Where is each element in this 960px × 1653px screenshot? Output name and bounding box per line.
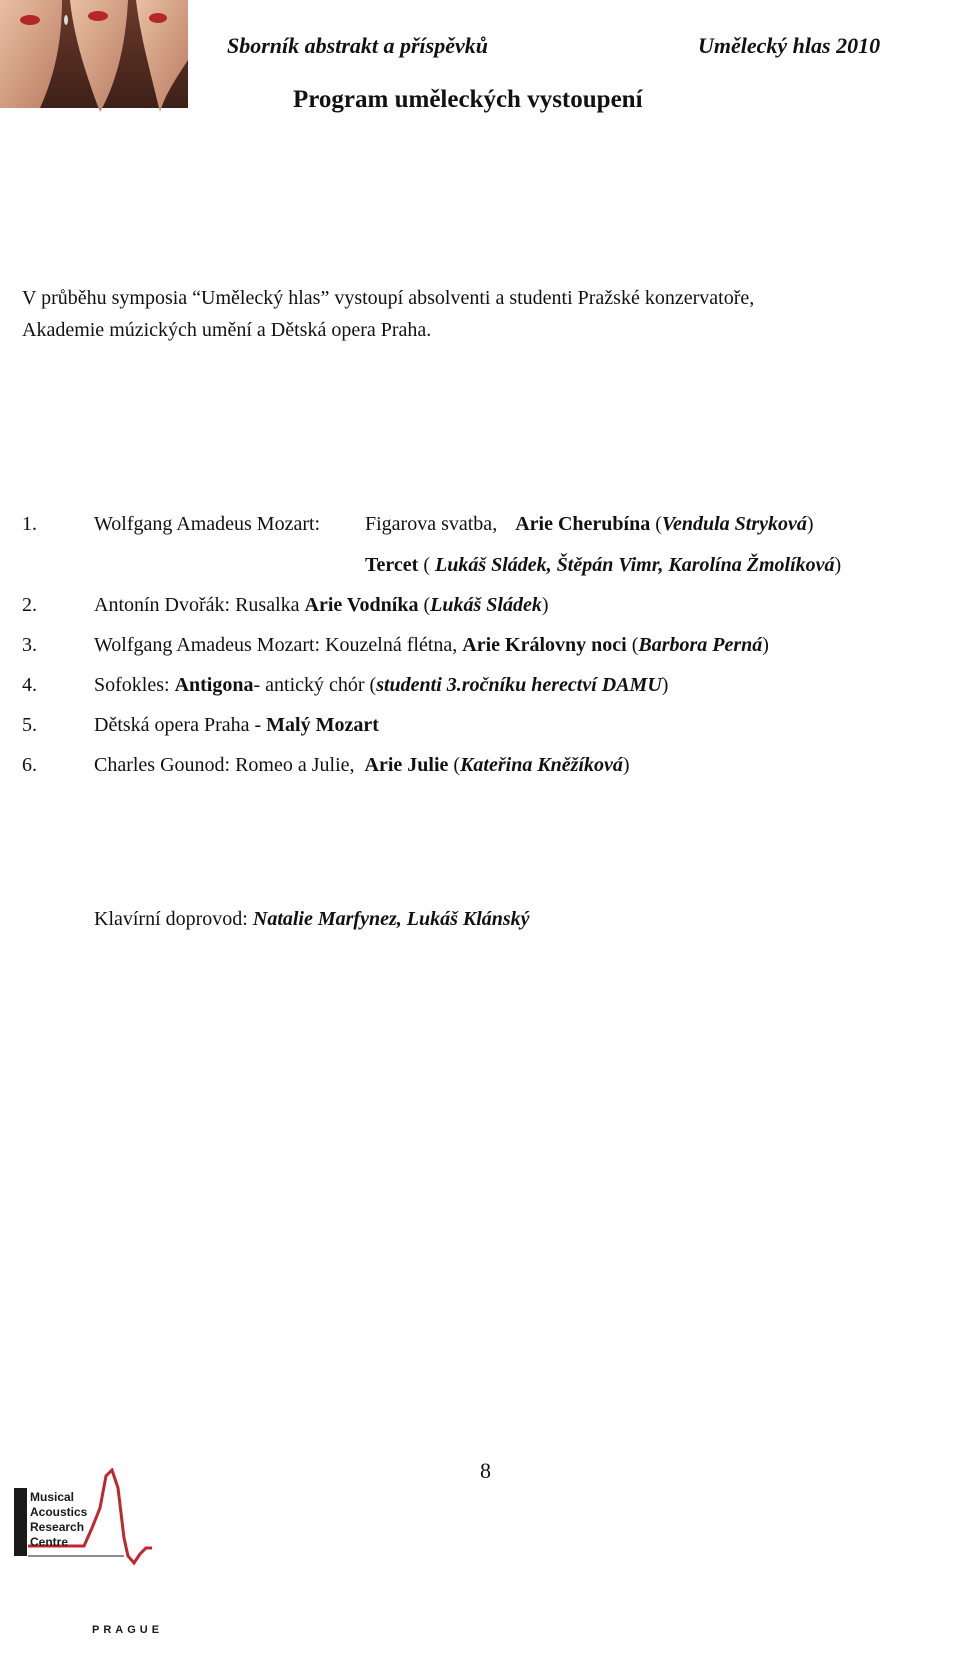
item-paren-open: ( [448, 754, 461, 776]
item-performer: Kateřina Kněžíková [460, 754, 623, 776]
page-number: 8 [480, 1458, 491, 1483]
item-paren-open: ( [626, 634, 639, 656]
program-item-1 [0, 511, 960, 537]
item-work: Charles Gounod: Romeo a Julie, [94, 754, 365, 776]
item-work: Wolfgang Amadeus Mozart: Kouzelná flétna, [94, 634, 463, 656]
page-title: Program uměleckých vystoupení [293, 86, 643, 113]
item-number: 6. [22, 754, 37, 776]
logo-text [30, 1490, 87, 1550]
item-aria: Arie Vodníka [304, 594, 419, 616]
item-aria: Arie Julie [364, 754, 449, 776]
item-paren-close: ) [661, 674, 669, 696]
accompaniment-label: Klavírní doprovod: [94, 908, 253, 930]
item-paren-close: ) [622, 754, 630, 776]
accompaniment [94, 906, 530, 932]
item-entry [94, 752, 630, 778]
item-work: Figarova svatba, [365, 513, 498, 535]
program-item-2 [0, 592, 960, 618]
item-paren-close: ) [806, 513, 814, 535]
item-aria: Arie Cherubína [515, 513, 651, 535]
item-paren-open: ( [418, 594, 431, 616]
item-work: Antonín Dvořák: Rusalka [94, 594, 305, 616]
item-work-bold: Antigona [174, 674, 254, 696]
logo-line-research: Research [30, 1520, 85, 1534]
item-performer: Lukáš Sládek [430, 594, 542, 616]
program-item-5 [0, 712, 960, 738]
item-paren-open: ( [650, 513, 662, 535]
item-performer: Vendula Stryková [661, 513, 807, 535]
program-item-3 [0, 632, 960, 658]
program-item-6 [0, 752, 960, 778]
accompaniment-names: Natalie Marfynez, Lukáš Klánský [252, 908, 530, 930]
item-number: 3. [22, 634, 37, 656]
item-pre: Dětská opera Praha - [94, 714, 267, 736]
intro-line-2: Akademie múzických umění a Dětská opera Praha. [22, 319, 432, 341]
item-work-bold: Malý Mozart [266, 714, 379, 736]
logo-line-centre: Centre [30, 1535, 69, 1549]
header-left: Sborník abstrakt a příspěvků [227, 33, 488, 58]
item-aria: Arie Královny noci [462, 634, 627, 656]
intro-line-1: V průběhu symposia “Umělecký hlas” vystoupí absolventi a studenti Pražské konzervatoře, [22, 287, 755, 309]
item-number: 2. [22, 594, 37, 616]
item-paren-close: ) [541, 594, 549, 616]
logo-line-acoustics: Acoustics [30, 1505, 88, 1519]
item-performer: studenti 3.ročníku herectví DAMU [376, 674, 662, 696]
item-entry [94, 632, 769, 658]
item-entry [94, 672, 668, 698]
item-paren-close: ) [834, 554, 842, 576]
item-number: 5. [22, 714, 37, 736]
item-performer: Lukáš Sládek, Štěpán Vimr, Karolína Žmolíková [434, 554, 835, 576]
intro-paragraph [22, 282, 942, 346]
item-pre: Sofokles: [94, 674, 175, 696]
item-entry [94, 592, 549, 618]
header-right: Umělecký hlas 2010 [698, 33, 881, 58]
program-item-4 [0, 672, 960, 698]
item-entry [365, 511, 814, 537]
footer-logo [14, 1468, 164, 1648]
item-paren-close: ) [762, 634, 769, 656]
header-artwork [0, 0, 192, 118]
logo-city: PRAGUE [92, 1624, 164, 1636]
item-composer: Wolfgang Amadeus Mozart: [94, 513, 321, 535]
item-paren-open: ( [418, 554, 435, 576]
item-number: 1. [22, 513, 37, 535]
item-performer: Barbora Perná [638, 634, 763, 656]
logo-line-musical: Musical [30, 1490, 75, 1504]
item-aria: Tercet [365, 554, 419, 576]
item-mid: - antický chór ( [253, 674, 377, 696]
item-entry [94, 712, 379, 738]
item-number: 4. [22, 674, 37, 696]
program-item-1-tercet [365, 552, 841, 578]
